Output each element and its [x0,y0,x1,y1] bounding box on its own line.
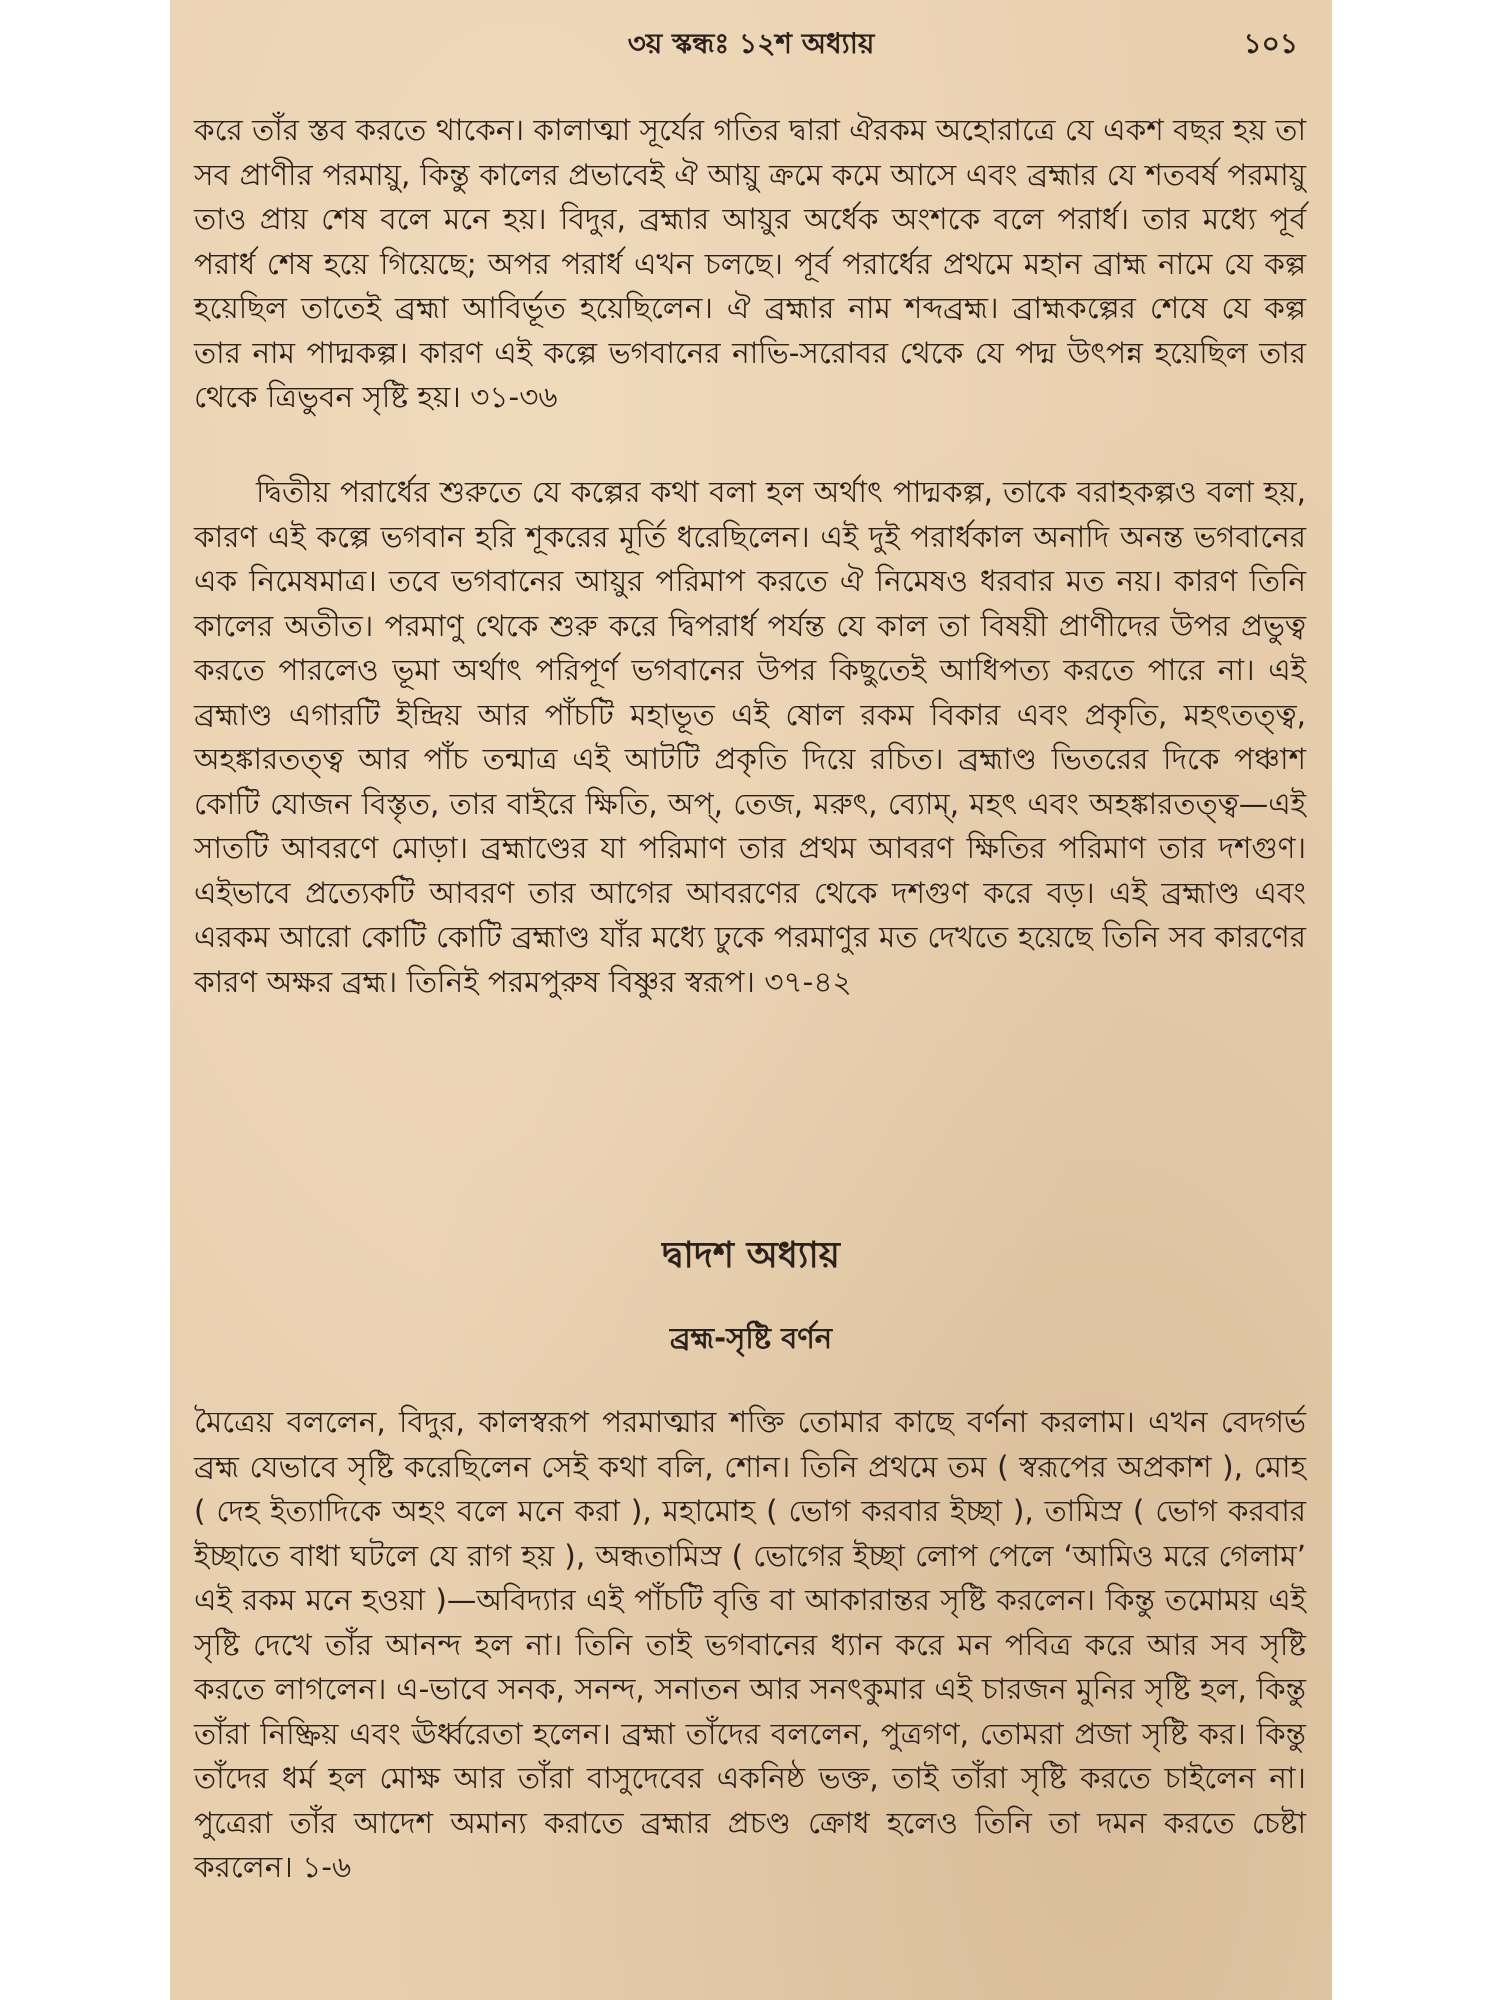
chapter-subtitle: ব্রহ্ম-সৃষ্টি বর্ণন [669,1321,833,1355]
page-number: ১০১ [1243,27,1298,60]
paragraph-text: মৈত্রেয় বললেন, বিদুর, কালস্বরূপ পরমাত্মার শক্তি তোমার কাছে বর্ণনা করলাম। এখন বেদগর্ভ ব্রহ্ম যেভাবে সৃষ্টি করেছিলেন সেই কথা বলি, শোন। তিনি প্রথমে তম ( স্বরূপের অপ্রকাশ ), মোহ ( দেহ ইত্যাদিকে অহং বলে মনে করা ), মহামোহ ( ভোগ করবার ইচ্ছা ), তামিস্র ( ভোগ করবার ইচ্ছাতে বাধা ঘটলে যে রাগ হয় ), অন্ধতামিস্র ( ভোগের ইচ্ছা লোপ পেলে ‘আমিও মরে গেলাম’ এই রকম মনে হওয়া )—অবিদ্যার এই পাঁচটি বৃত্তি বা আকারান্তর সৃষ্টি করলেন। কিন্তু তমোময় এই সৃষ্টি দেখে তাঁর আনন্দ হল না। তিনি তাই ভগবানের ধ্যান করে মন পবিত্র করে আর সব সৃষ্টি করতে লাগলেন। এ-ভাবে সনক, সনন্দ, সনাতন আর সনৎকুমার এই চারজন মুনির সৃষ্টি হল, কিন্তু তাঁরা নিষ্ক্রিয় এবং ঊর্ধ্বরেতা হলেন। ব্রহ্মা তাঁদের বললেন, পুত্রগণ, তোমরা প্রজা সৃষ্টি কর। কিন্তু তাঁদের ধর্ম হল মোক্ষ আর তাঁরা বাসুদেবের একনিষ্ঠ ভক্ত, তাই তাঁরা সৃষ্টি করতে চাইলেন না। পুত্রেরা তাঁর আদেশ অমান্য করাতে ব্রহ্মার প্রচণ্ড ক্রোধ হলেও তিনি তা দমন করতে চেষ্টা করলেন। ১-৬ [194,1405,1306,1884]
paragraph-verses-31-36 [194,108,1306,420]
running-head [170,22,1332,62]
paragraph-verses-1-6 [194,1400,1306,1890]
book-page [170,0,1332,2000]
chapter-title: দ্বাদশ অধ্যায় [661,1235,841,1276]
paragraph-text: দ্বিতীয় পরার্ধের শুরুতে যে কল্পের কথা বলা হল অর্থাৎ পাদ্মকল্প, তাকে বরাহকল্পও বলা হয়, কারণ এই কল্পে ভগবান হরি শূকরের মূর্তি ধরেছিলেন। এই দুই পরার্ধকাল অনাদি অনন্ত ভগবানের এক নিমেষমাত্র। তবে ভগবানের আয়ুর পরিমাপ করতে ঐ নিমেষও ধরবার মত নয়। কারণ তিনি কালের অতীত। পরমাণু থেকে শুরু করে দ্বিপরার্ধ পর্যন্ত যে কাল তা বিষয়ী প্রাণীদের উপর প্রভুত্ব করতে পারলেও ভূমা অর্থাৎ পরিপূর্ণ ভগবানের উপর কিছুতেই আধিপত্য করতে পারে না। এই ব্রহ্মাণ্ড এগারটি ইন্দ্রিয় আর পাঁচটি মহাভূত এই ষোল রকম বিকার এবং প্রকৃতি, মহৎতত্ত্ব, অহঙ্কারতত্ত্ব আর পাঁচ তন্মাত্র এই আটটি প্রকৃতি দিয়ে রচিত। ব্রহ্মাণ্ড ভিতরের দিকে পঞ্চাশ কোটি যোজন বিস্তৃত, তার বাইরে ক্ষিতি, অপ্, তেজ, মরুৎ, ব্যোম্, মহৎ এবং অহঙ্কারতত্ত্ব—এই সাতটি আবরণে মোড়া। ব্রহ্মাণ্ডের যা পরিমাণ তার প্রথম আবরণ ক্ষিতির পরিমাণ তার দশগুণ। এইভাবে প্রত্যেকটি আবরণ তার আগের আবরণের থেকে দশগুণ করে বড়। এই ব্রহ্মাণ্ড এবং এরকম আরো কোটি কোটি ব্রহ্মাণ্ড যাঁর মধ্যে ঢুকে পরমাণুর মত দেখতে হয়েছে তিনি সব কারণের কারণ অক্ষর ব্রহ্ম। তিনিই পরমপুরুষ বিষ্ণুর স্বরূপ। ৩৭-৪২ [194,475,1306,999]
running-title: ৩য় স্কন্ধঃ ১২শ অধ্যায় [627,27,875,60]
paragraph-text: করে তাঁর স্তব করতে থাকেন। কালাত্মা সূর্যের গতির দ্বারা ঐরকম অহোরাত্রে যে একশ বছর হয় তা সব প্রাণীর পরমায়ু, কিন্তু কালের প্রভাবেই ঐ আয়ু ক্রমে কমে আসে এবং ব্রহ্মার যে শতবর্ষ পরমায়ু তাও প্রায় শেষ বলে মনে হয়। বিদুর, ব্রহ্মার আয়ুর অর্ধেক অংশকে বলে পরার্ধ। তার মধ্যে পূর্ব পরার্ধ শেষ হয়ে গিয়েছে; অপর পরার্ধ এখন চলছে। পূর্ব পরার্ধের প্রথমে মহান ব্রাহ্ম নামে যে কল্প হয়েছিল তাতেই ব্রহ্মা আবির্ভূত হয়েছিলেন। ঐ ব্রহ্মার নাম শব্দব্রহ্ম। ব্রাহ্মকল্পের শেষে যে কল্প তার নাম পাদ্মকল্প। কারণ এই কল্পে ভগবানের নাভি-সরোবর থেকে যে পদ্ম উৎপন্ন হয়েছিল তার থেকে ত্রিভুবন সৃষ্টি হয়। ৩১-৩৬ [194,113,1306,414]
paragraph-verses-37-42 [194,470,1306,1004]
